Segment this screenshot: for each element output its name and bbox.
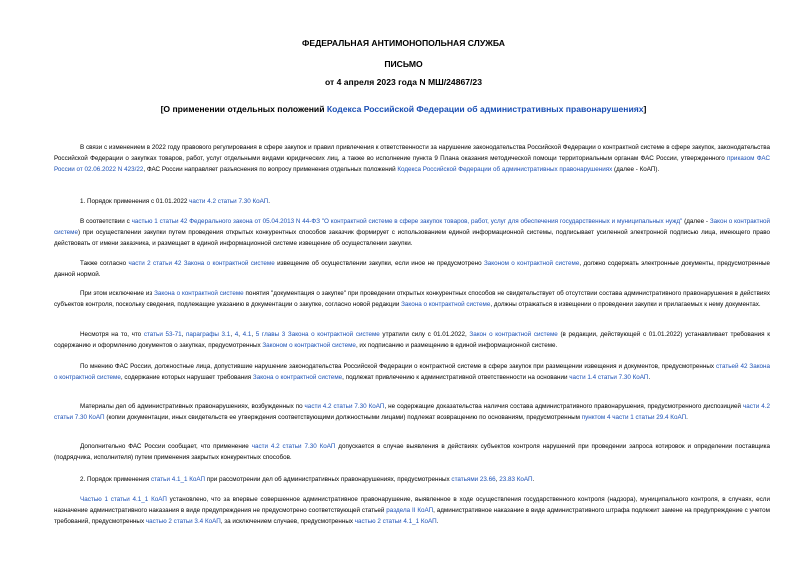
paragraph-text: Также согласно xyxy=(80,260,129,267)
legal-reference-link[interactable]: Частью 1 статьи 4.1_1 КоАП xyxy=(80,496,167,503)
paragraph-text: , xyxy=(230,331,235,338)
paragraph-1e xyxy=(54,361,770,383)
paragraph-text: (копии документации, иных свидетельств ее утверждения соответствующими должностными лицами) подлежат возвращению по основаниям, предусмотренным xyxy=(104,414,582,421)
paragraph-text: Дополнительно ФАС России сообщает, что применение xyxy=(80,443,252,450)
legal-reference-link[interactable]: раздела II КоАП xyxy=(386,507,434,514)
legal-reference-link[interactable]: пунктом 4 части 1 статьи 29.4 КоАП xyxy=(581,414,687,421)
paragraph-text: По мнению ФАС России, должностные лица, допустившие нарушение законодательства Российской Федерации о контрактной системе в сфере закупок при размещении извещения и документов, предусмотренных xyxy=(80,363,716,370)
doc-date-number: от 4 апреля 2023 года N МШ/24867/23 xyxy=(324,77,482,87)
legal-reference-link[interactable]: частью 2 статьи 3.4 КоАП xyxy=(145,518,221,525)
legal-reference-link[interactable]: статьи 4.1_1 КоАП xyxy=(150,476,206,483)
paragraph-text: , их подписанию и размещению в единой информационной системе. xyxy=(355,342,558,349)
legal-reference-link[interactable]: части 4.2 статьи 7.30 КоАП xyxy=(189,198,269,205)
legal-reference-link[interactable]: 5 главы 3 Закона о контрактной системе xyxy=(255,331,380,338)
paragraph-text: 1. Порядок применения с 01.01.2022 xyxy=(80,198,190,205)
paragraph-text: , xyxy=(238,331,243,338)
paragraph-text: , xyxy=(181,331,186,338)
paragraph-text: (далее - КоАП). xyxy=(612,166,660,173)
legal-reference-link[interactable]: 4.1 xyxy=(242,331,252,338)
paragraph-text: , за исключением случаев, предусмотренных xyxy=(220,518,355,525)
paragraph-text: . xyxy=(648,374,651,381)
doc-subject xyxy=(0,104,807,114)
legal-reference-link[interactable]: части 1.4 статьи 7.30 КоАП xyxy=(569,374,649,381)
paragraph-text: при рассмотрении дел об административных правонарушениях, предусмотренных xyxy=(205,476,452,483)
paragraph-text: В соответствии с xyxy=(80,218,132,225)
paragraph-text: , должно содержать электронные документы, предусмотренные данной нормой. xyxy=(54,260,771,278)
legal-reference-link[interactable]: части 4.2 статьи 7.30 КоАП xyxy=(251,443,336,450)
paragraph-text: ) при осуществлении закупки путем проведения открытых конкурентных способов заказчик формирует с использованием единой информационной системы, подписывает усиленной электронной подписью лица, имеющего право действовать от имени заказчика, и размещает в единой информационной системе извещение об осуществлении закупки. xyxy=(54,229,770,247)
paragraph-2a xyxy=(54,494,770,527)
paragraph-1b xyxy=(54,258,770,280)
paragraph-text: допускается в случае выявления в действиях субъектов контроля нарушений при проведении запроса котировок и определении поставщика (подрядчика, исполнителя) путем применения закрытых конкурентных способов. xyxy=(54,443,770,461)
paragraph-text: . xyxy=(268,198,271,205)
paragraph-text: . xyxy=(532,476,535,483)
paragraph-1g xyxy=(54,441,770,463)
legal-reference-link[interactable]: 4 xyxy=(234,331,239,338)
paragraph-text: (далее - xyxy=(682,218,710,225)
legal-reference-link[interactable]: Законом о контрактной системе xyxy=(262,342,356,349)
legal-reference-link[interactable]: статьей 42 Закона о контрактной системе xyxy=(54,363,771,381)
paragraph-1 xyxy=(54,196,770,207)
paragraph-text: установлено, что за впервые совершенное административное правонарушение, выявленное в ходе осуществления государственного контроля (надзора), муниципального контроля, в случаях, если назначение административного наказания в виде предупреждения не предусмотрено соответствующей статьей xyxy=(54,496,770,514)
paragraph-text: , подлежат привлечению к административной ответственности на основании xyxy=(342,374,570,381)
paragraph-text: , не содержащие доказательства наличия состава административного правонарушения, предусмотренного диспозицией xyxy=(384,403,743,410)
paragraph-text: . xyxy=(436,518,439,525)
subject-open: [О применении отдельных положений xyxy=(160,104,327,114)
paragraph-text: В связи с изменением в 2022 году правового регулирования в сфере закупок и правил привлечения к ответственности за нарушение законодательства Российской Федерации о контрактной системе в сфере закупок, законодательства Российской Федерации о закупках товаров, работ, услуг отдельными видами юридических лиц, а также во исполнение пункта 9 Плана оказания методической помощи территориальным органам ФАС России, утвержденного xyxy=(54,144,770,162)
legal-reference-link[interactable]: частью 1 статьи 42 Федерального закона от 05.04.2013 N 44-ФЗ "О контрактной системе в сфере закупок товаров, работ, услуг для обеспечения государственных и муниципальных нужд" xyxy=(131,218,683,225)
legal-reference-link[interactable]: Закон о контрактной системе xyxy=(54,218,770,236)
legal-reference-link[interactable]: статьями 23.66 xyxy=(451,476,496,483)
legal-reference-link[interactable]: части 4.2 статьи 7.30 КоАП xyxy=(54,403,770,421)
legal-reference-link[interactable]: Закона о контрактной системе xyxy=(401,301,491,308)
legal-reference-link[interactable]: Закона о контрактной системе xyxy=(252,374,343,381)
paragraph-text: При этом исключение из xyxy=(80,290,155,297)
paragraph-text: Несмотря на то, что xyxy=(80,331,144,338)
legal-reference-link[interactable]: статьи 53-71 xyxy=(143,331,182,338)
legal-reference-link[interactable]: Законом о контрактной системе xyxy=(484,260,580,267)
paragraph-text: . xyxy=(686,414,688,421)
paragraph-text: , административное наказание в виде административного штрафа подлежит замене на предупреждение с учетом требований, предусмотренных xyxy=(54,507,770,525)
legal-reference-link[interactable]: части 4.2 статьи 7.30 КоАП xyxy=(304,403,385,410)
paragraph-text: , должны отражаться в извещении о проведении закупки и прилагаемых к нему документах. xyxy=(490,301,761,308)
legal-reference-link[interactable]: Закон о контрактной системе xyxy=(469,331,558,338)
paragraph-text: , xyxy=(495,476,500,483)
paragraph-text: Материалы дел об административных правонарушениях, возбужденных по xyxy=(80,403,305,410)
paragraph-text: утратили силу с 01.01.2022, xyxy=(379,331,470,338)
paragraph-1f xyxy=(54,401,770,423)
legal-reference-link[interactable]: Закона о контрактной системе xyxy=(154,290,244,297)
paragraph-1d xyxy=(54,329,770,351)
subject-close: ] xyxy=(643,104,647,114)
legal-reference-link[interactable]: части 2 статьи 42 Закона о контрактной системе xyxy=(128,260,275,267)
paragraph-2 xyxy=(54,474,770,485)
paragraph-text: , ФАС России направляет разъяснения по вопросу применения отдельных положений xyxy=(143,166,398,173)
paragraph-intro xyxy=(54,142,770,175)
paragraph-text: , содержание которых нарушает требования xyxy=(120,374,253,381)
paragraph-1c xyxy=(54,288,770,310)
paragraph-1a xyxy=(54,216,770,249)
paragraph-text: 2. Порядок применения xyxy=(80,476,151,483)
paragraph-text: (в редакции, действующей с 01.01.2022) устанавливает требования к содержанию и оформлению документов о закупках, предусмотренных xyxy=(54,331,770,349)
paragraph-text: , xyxy=(251,331,256,338)
agency-title: ФЕДЕРАЛЬНАЯ АНТИМОНОПОЛЬНАЯ СЛУЖБА xyxy=(302,38,505,48)
legal-reference-link[interactable]: приказом ФАС России от 02.06.2022 N 423/22 xyxy=(54,155,770,173)
paragraph-text: извещение об осуществлении закупки, если иное не предусмотрено xyxy=(274,260,484,267)
doc-type: ПИСЬМО xyxy=(384,59,423,69)
paragraph-text: понятия "документация о закупке" при проведении открытых конкурентных способов не свидетельствует об отсутствии состава административного правонарушения в действиях субъектов контроля, поскольку сведения, подлежащие указанию в документации о закупке, согласно новой редакции xyxy=(54,290,770,308)
subject-code-link[interactable]: Кодекса Российской Федерации об административных правонарушениях xyxy=(326,104,644,114)
legal-reference-link[interactable]: 23.83 КоАП xyxy=(499,476,533,483)
legal-reference-link[interactable]: Кодекса Российской Федерации об административных правонарушениях xyxy=(397,166,613,173)
legal-reference-link[interactable]: параграфы 3.1 xyxy=(185,331,231,338)
legal-reference-link[interactable]: частью 2 статьи 4.1_1 КоАП xyxy=(354,518,437,525)
